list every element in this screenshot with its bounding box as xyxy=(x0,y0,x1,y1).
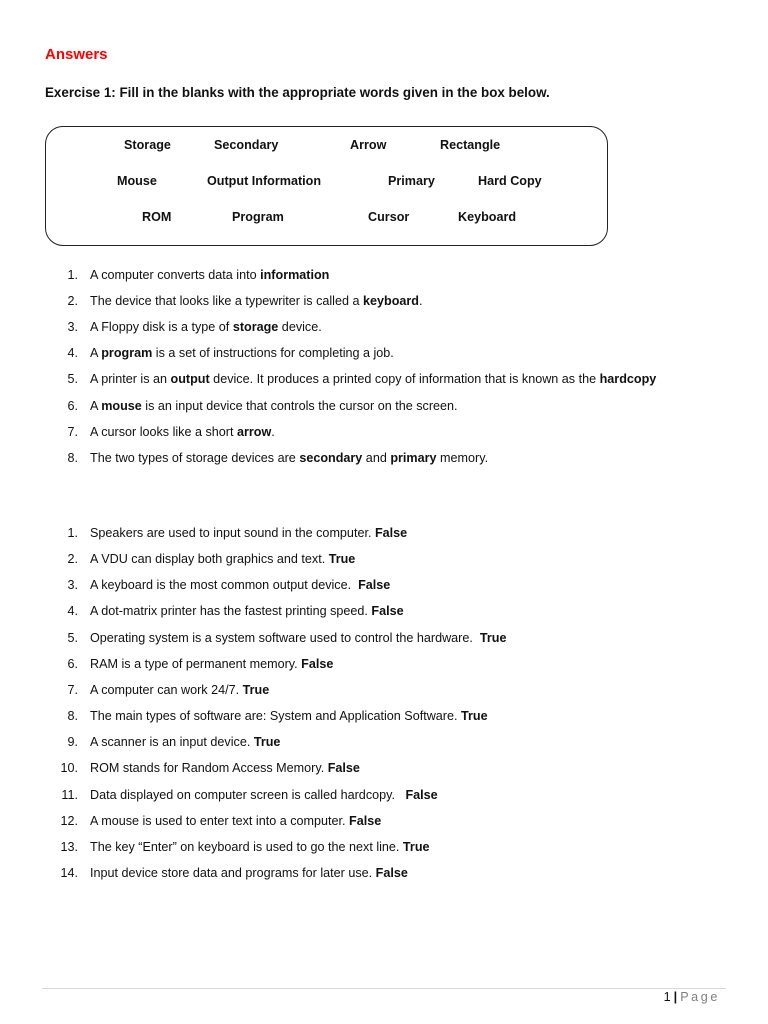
word-box-word: Primary xyxy=(388,174,435,188)
list-item-number: 4. xyxy=(67,346,78,360)
answer-text: True xyxy=(402,839,430,854)
list-item-text xyxy=(90,735,280,749)
statement-text: device. It produces a printed copy of information that is known as the xyxy=(209,372,600,386)
list-item xyxy=(0,372,768,392)
list-item xyxy=(0,709,768,729)
answer-text: False xyxy=(375,865,408,880)
statement-text: . xyxy=(271,425,275,439)
list-item-number: 14. xyxy=(60,865,78,880)
page-title: Answers xyxy=(45,46,108,63)
list-item xyxy=(0,526,768,546)
answer-text: False xyxy=(358,578,391,593)
list-item-text xyxy=(90,552,355,566)
statement-text: A computer converts data into xyxy=(90,268,261,282)
exercise-1-heading: Exercise 1: Fill in the blanks with the appropriate words given in the box below. xyxy=(45,85,550,100)
statement-text: RAM is a type of permanent memory. xyxy=(90,656,302,671)
list-item-text xyxy=(90,709,488,723)
answer-text: False xyxy=(327,761,360,776)
statement-text: A dot-matrix printer has the fastest printing speed. xyxy=(90,604,372,619)
answer-text: False xyxy=(371,604,404,619)
statement-text: A VDU can display both graphics and text. xyxy=(90,552,329,567)
statement-text: A cursor looks like a short xyxy=(90,425,237,439)
list-item-text xyxy=(90,320,322,334)
list-item-text xyxy=(90,526,407,540)
word-box-word: Cursor xyxy=(368,210,410,224)
answer-text: arrow xyxy=(237,425,272,439)
statement-text: The key “Enter” on keyboard is used to go the next line. xyxy=(90,839,403,854)
statement-text: The main types of software are: System and Application Software. xyxy=(90,709,461,724)
list-item-number: 6. xyxy=(67,399,78,413)
answer-text: False xyxy=(405,787,438,802)
list-item xyxy=(0,657,768,677)
statement-text: The two types of storage devices are xyxy=(90,451,300,465)
list-item xyxy=(0,399,768,419)
answer-text: hardcopy xyxy=(599,372,657,386)
answer-text: output xyxy=(170,372,210,386)
statement-text: is an input device that controls the cursor on the screen. xyxy=(141,399,458,413)
list-item-number: 11. xyxy=(61,787,78,802)
list-item-number: 9. xyxy=(67,735,78,750)
list-item xyxy=(0,761,768,781)
page-number: 1 xyxy=(663,990,671,1004)
word-box-word: Arrow xyxy=(350,138,387,152)
list-item-text xyxy=(90,268,329,282)
list-item-number: 10. xyxy=(60,761,78,776)
answer-text: False xyxy=(349,813,382,828)
list-item-number: 5. xyxy=(67,630,78,645)
list-item-number: 6. xyxy=(67,656,78,671)
list-item-number: 5. xyxy=(67,372,78,386)
answer-text: False xyxy=(374,526,408,540)
list-item xyxy=(0,814,768,834)
list-item-number: 13. xyxy=(60,839,78,854)
list-item-text xyxy=(90,814,381,828)
list-item xyxy=(0,735,768,755)
footer-separator: | xyxy=(673,990,678,1004)
list-item-text xyxy=(90,372,656,386)
list-item-text xyxy=(90,657,333,671)
statement-text: A Floppy disk is a type of xyxy=(90,320,233,334)
list-item xyxy=(0,840,768,860)
statement-text: A mouse is used to enter text into a computer. xyxy=(90,813,350,828)
list-item xyxy=(0,683,768,703)
list-item-text xyxy=(90,451,488,465)
statement-text: A computer can work 24/7. xyxy=(90,682,243,697)
statement-text: A xyxy=(90,346,102,360)
list-item xyxy=(0,578,768,598)
word-box-word: Output Information xyxy=(207,174,322,188)
list-item xyxy=(0,268,768,288)
answer-text: secondary xyxy=(299,451,363,465)
answer-text: keyboard xyxy=(363,294,419,308)
list-item-number: 8. xyxy=(67,451,78,465)
list-item-number: 1. xyxy=(67,268,78,282)
list-item-number: 2. xyxy=(67,294,78,308)
list-item xyxy=(0,552,768,572)
list-item xyxy=(0,631,768,651)
page-footer xyxy=(664,990,720,1004)
answer-text: storage xyxy=(232,320,279,334)
list-item-number: 1. xyxy=(67,526,78,540)
statement-text: The device that looks like a typewriter is called a xyxy=(90,294,363,308)
statement-text: . xyxy=(419,294,423,308)
statement-text: Input device store data and programs for later use. xyxy=(90,865,376,880)
list-item-text xyxy=(90,840,430,854)
answer-text: information xyxy=(260,268,330,282)
statement-text: A xyxy=(90,399,102,413)
statement-text: Data displayed on computer screen is called hardcopy. xyxy=(90,787,406,802)
list-item-number: 7. xyxy=(67,425,78,439)
word-box-word: Storage xyxy=(124,138,171,152)
word-box-word: Program xyxy=(232,210,284,224)
word-box-word: Keyboard xyxy=(458,210,517,224)
answer-text: False xyxy=(301,656,334,671)
list-item-number: 2. xyxy=(67,552,78,567)
footer-divider xyxy=(42,988,726,989)
list-item xyxy=(0,346,768,366)
list-item-number: 3. xyxy=(67,320,78,334)
answer-text: True xyxy=(253,735,281,750)
list-item-text xyxy=(90,683,269,697)
list-item-number: 8. xyxy=(67,709,78,724)
list-item-text xyxy=(90,761,360,775)
statement-text: device. xyxy=(278,320,322,334)
answer-text: program xyxy=(101,346,153,360)
statement-text: A scanner is an input device. xyxy=(90,735,254,750)
statement-text: memory. xyxy=(436,451,489,465)
list-item-text xyxy=(90,399,458,413)
word-box-word: ROM xyxy=(142,210,172,224)
word-box-word: Secondary xyxy=(214,138,279,152)
list-item xyxy=(0,320,768,340)
page-label: Page xyxy=(680,990,720,1004)
answer-text: True xyxy=(242,682,270,697)
statement-text: Operating system is a system software used to control the hardware. xyxy=(90,630,480,645)
list-item-text xyxy=(90,866,408,880)
answer-text: mouse xyxy=(101,399,142,413)
list-item xyxy=(0,788,768,808)
list-item-text xyxy=(90,346,394,360)
list-item-text xyxy=(90,578,390,592)
list-item xyxy=(0,451,768,471)
statement-text: Speakers are used to input sound in the computer. xyxy=(90,526,375,540)
answer-text: True xyxy=(461,709,488,724)
list-item xyxy=(0,425,768,445)
answer-text: True xyxy=(328,552,356,567)
list-item-text xyxy=(90,294,423,308)
list-item-text xyxy=(90,788,438,802)
list-item xyxy=(0,604,768,624)
list-item xyxy=(0,866,768,886)
list-item-text xyxy=(90,631,507,645)
word-box-word: Hard Copy xyxy=(478,174,542,188)
word-box-word: Mouse xyxy=(117,174,157,188)
list-item-number: 7. xyxy=(67,682,78,697)
statement-text: is a set of instructions for completing a job. xyxy=(152,346,394,360)
list-item-text xyxy=(90,425,275,439)
answer-text: primary xyxy=(390,451,437,465)
list-item-number: 12. xyxy=(60,813,78,828)
word-box-word: Rectangle xyxy=(440,138,501,152)
list-item xyxy=(0,294,768,314)
statement-text: and xyxy=(362,451,391,465)
answer-text: True xyxy=(479,630,507,645)
list-item-number: 3. xyxy=(67,578,78,593)
statement-text: A printer is an xyxy=(90,372,171,386)
list-item-text xyxy=(90,604,404,618)
list-item-number: 4. xyxy=(67,604,78,619)
statement-text: ROM stands for Random Access Memory. xyxy=(90,761,328,776)
statement-text: A keyboard is the most common output device. xyxy=(90,578,359,593)
